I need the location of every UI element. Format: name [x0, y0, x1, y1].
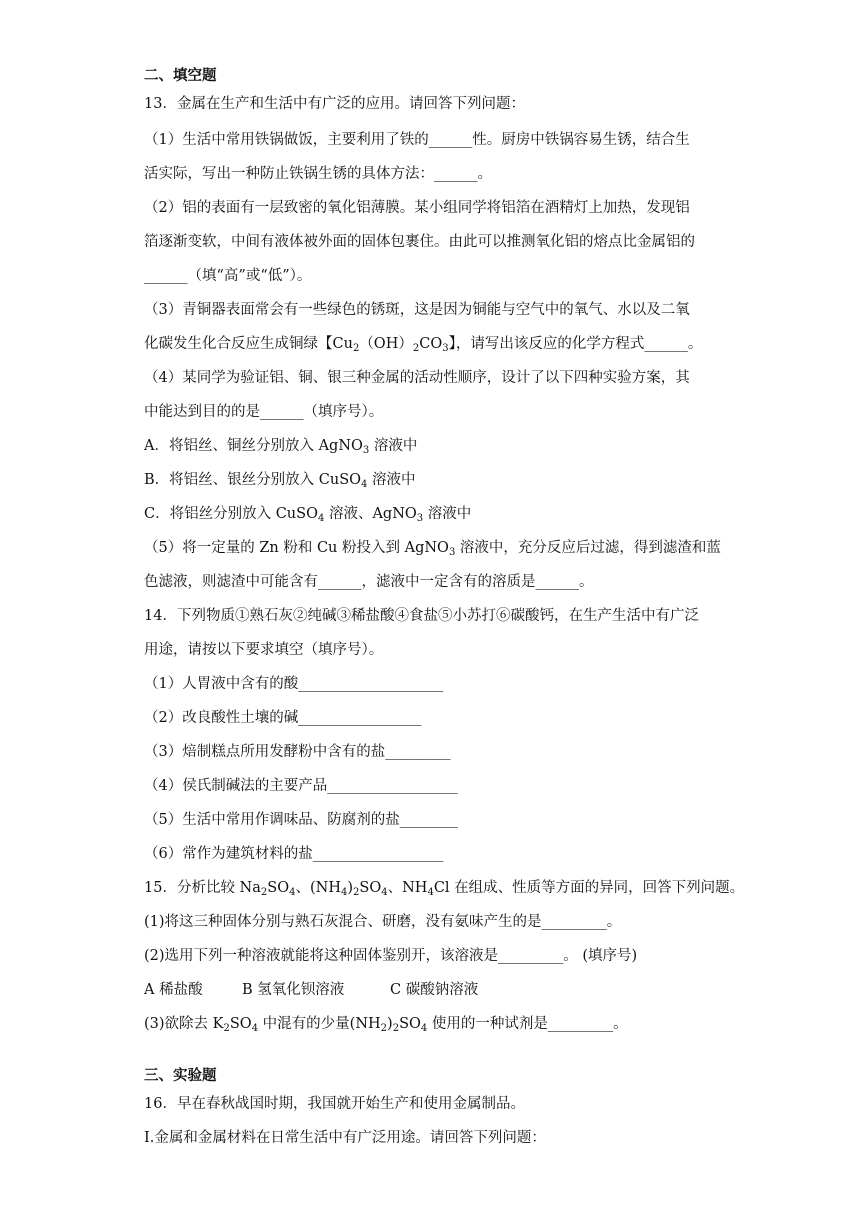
q13-part4-line2: 中能达到目的的是______（填序号）。: [144, 404, 384, 420]
q15-choice-b: B 氢氧化钡溶液: [242, 982, 345, 998]
q13-part3-line1: （3）青铜器表面常会有一些绿色的锈斑，这是因为铜能与空气中的氧气、水以及二氧: [144, 302, 690, 318]
q16-stem: 16．早在春秋战国时期，我国就开始生产和使用金属制品。: [144, 1096, 525, 1112]
q13-part1-line2: 活实际，写出一种防止铁锅生锈的具体方法：______。: [144, 166, 492, 182]
q14-item-5: （5）生活中常用作调味品、防腐剂的盐________: [144, 812, 458, 828]
section-title-experiment: 三、实验题: [144, 1067, 217, 1084]
q14-item-6: （6）常作为建筑材料的盐__________________: [144, 846, 444, 862]
q14-item-1: （1）人胃液中含有的酸____________________: [144, 676, 444, 692]
q16-part-i: I.金属和金属材料在日常生活中有广泛用途。请回答下列问题：: [144, 1130, 546, 1146]
q15-sub-2: (2)选用下列一种溶液就能将这种固体鉴别开，该溶液是_________。 (填序号): [144, 948, 638, 964]
q13-part2-line3: ______（填“高”或“低”）。: [144, 268, 312, 284]
q13-part5-line1: （5）将一定量的 Zn 粉和 Cu 粉投入到 AgNO$_3$ 溶液中，充分反应后过滤，得到滤渣和蓝: [144, 540, 721, 558]
q13-option-a: A．将铝丝、铜丝分别放入 AgNO$_3$ 溶液中: [144, 438, 418, 456]
q13-option-c: C．将铝丝分别放入 CuSO$_4$ 溶液、AgNO$_3$ 溶液中: [144, 506, 472, 524]
q14-stem-line1: 14．下列物质①熟石灰②纯碱③稀盐酸④食盐⑤小苏打⑥碳酸钙，在生产生活中有广泛: [144, 608, 699, 624]
section-title-fill-in: 二、填空题: [144, 67, 217, 84]
q13-stem: 13．金属在生产和生活中有广泛的应用。请回答下列问题：: [144, 96, 525, 112]
q13-part1-line1: （1）生活中常用铁锅做饭，主要利用了铁的______性。厨房中铁锅容易生锈，结合生: [144, 132, 690, 148]
q14-item-4: （4）侯氏制碱法的主要产品__________________: [144, 778, 458, 794]
q13-part3-line2: 化碳发生化合反应生成铜绿【$Cu_2(OH)_2CO_3$】，请写出该反应的化学方程式______。: [144, 336, 703, 354]
q13-part2-line2: 箔逐渐变软，中间有液体被外面的固体包裹住。由此可以推测氧化铝的熔点比金属铝的: [144, 234, 695, 250]
q14-stem-line2: 用途，请按以下要求填空（填序号）。: [144, 642, 384, 658]
q15-stem: 15．分析比较 $Na_2SO_4$、$(NH_4)_2SO_4$、$NH_4Cl$ 在组成、性质等方面的异同，回答下列问题。: [144, 880, 745, 898]
q14-item-3: （3）焙制糕点所用发酵粉中含有的盐_________: [144, 744, 451, 760]
q13-part5-line2: 色滤液，则滤渣中可能含有______，滤液中一定含有的溶质是______。: [144, 574, 594, 590]
q13-option-b: B．将铝丝、银丝分别放入 CuSO$_4$ 溶液中: [144, 472, 416, 490]
q14-item-2: （2）改良酸性土壤的碱_________________: [144, 710, 422, 726]
q13-part2-line1: （2）铝的表面有一层致密的氧化铝薄膜。某小组同学将铝箔在酒精灯上加热，发现铝: [144, 200, 690, 216]
q13-part4-line1: （4）某同学为验证铝、铜、银三种金属的活动性顺序，设计了以下四种实验方案，其: [144, 370, 690, 386]
q15-choice-c: C 碳酸钠溶液: [390, 982, 479, 998]
q15-sub-3: (3)欲除去 $K_2SO_4$ 中混有的少量$(NH_2)_2SO_4$ 使用的一种试剂是_________。: [144, 1016, 628, 1034]
q15-sub-1: (1)将这三种固体分别与熟石灰混合、研磨，没有氨味产生的是_________。: [144, 914, 622, 930]
q15-choice-a: A 稀盐酸: [144, 982, 203, 998]
